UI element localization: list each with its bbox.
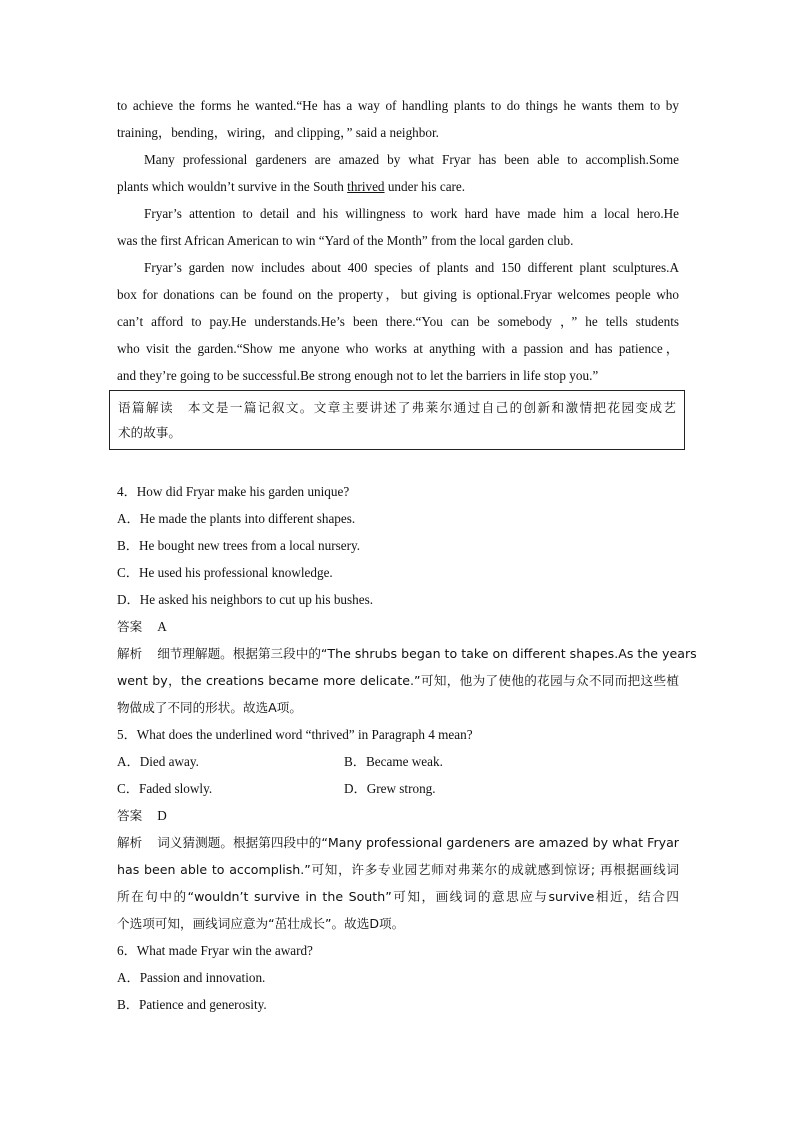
question-6 — [117, 937, 679, 1018]
analysis-box — [109, 390, 685, 450]
option-d: D．He asked his neighbors to cut up his bushes. — [117, 592, 374, 607]
explanation-label: 解析 — [117, 646, 143, 661]
explanation-label: 解析 — [117, 835, 143, 850]
answer-value: D — [157, 808, 167, 823]
answer-value: A — [157, 619, 167, 634]
option-b: B．Became weak. — [344, 754, 443, 769]
document-page — [117, 92, 697, 1018]
analysis-line: 语篇解读 本文是一篇记叙文。文章主要讲述了弗莱尔通过自己的创新和激情把花园变成艺 — [118, 400, 676, 415]
option-a: A．Passion and innovation. — [117, 970, 266, 985]
passage-line: can’t afford to pay.He understands.He’s been there.“You can be somebody ，” he tells students — [117, 314, 679, 329]
passage-line — [117, 173, 679, 200]
explanation-line: 物做成了不同的形状。故选A项。 — [117, 700, 302, 715]
passage-line: box for donations can be found on the property，but giving is optional.Fryar welcomes people who — [117, 287, 679, 302]
explanation-line: went by，the creations became more delicate.”可知，他为了使他的花园与众不同而把这些植 — [117, 673, 679, 688]
explanation-line: 个选项可知，画线词应意为“茁壮成长”。故选D项。 — [117, 916, 405, 931]
answer-line — [117, 802, 679, 829]
passage-line: who visit the garden.“Show me anyone who works at anything with a passion and has patience， — [117, 341, 679, 356]
passage-line: Many professional gardeners are amazed by what Fryar has been able to accomplish.Some — [144, 152, 679, 167]
option-row — [117, 748, 679, 775]
question-stem: 4．How did Fryar make his garden unique? — [117, 484, 350, 499]
explanation-text: 词义猜测题。根据第四段中的“Many professional gardeners are amazed by what Fryar — [157, 835, 679, 850]
option-b: B．He bought new trees from a local nursery. — [117, 538, 361, 553]
question-stem: 5．What does the underlined word “thrived” in Paragraph 4 mean? — [117, 727, 473, 742]
underlined-word: thrived — [347, 179, 385, 194]
explanation-text: 细节理解题。根据第三段中的“The shrubs began to take on different shapes.As the years — [157, 646, 697, 661]
passage-line: and they’re going to be successful.Be strong enough not to let the barriers in life stop you.” — [117, 368, 599, 383]
explanation-line — [117, 829, 679, 856]
answer-line — [117, 613, 679, 640]
option-c: C．Faded slowly. — [117, 781, 213, 796]
question-stem: 6．What made Fryar win the award? — [117, 943, 313, 958]
explanation-line: has been able to accomplish.”可知，许多专业园艺师对弗莱尔的成就感到惊讶; 再根据画线词 — [117, 862, 679, 877]
option-b: B．Patience and generosity. — [117, 997, 267, 1012]
option-row — [117, 775, 679, 802]
option-c: C．He used his professional knowledge. — [117, 565, 333, 580]
answer-label: 答案 — [117, 619, 143, 634]
passage-line: was the first African American to win “Yard of the Month” from the local garden club. — [117, 233, 574, 248]
answer-label: 答案 — [117, 808, 143, 823]
passage-text: plants which wouldn’t survive in the South — [117, 179, 348, 194]
question-5 — [117, 721, 679, 937]
passage-line: Fryar’s attention to detail and his willingness to work hard have made him a local hero.He — [144, 206, 679, 221]
passage-line: to achieve the forms he wanted.“He has a way of handling plants to do things he wants them to by — [117, 98, 679, 113]
passage-text: under his care. — [384, 179, 466, 194]
option-a: A．Died away. — [117, 754, 199, 769]
passage-line: Fryar’s garden now includes about 400 species of plants and 150 different plant sculptures.A — [144, 260, 679, 275]
option-a: A．He made the plants into different shapes. — [117, 511, 356, 526]
explanation-line: 所在句中的“wouldn’t survive in the South”可知，画线词的意思应与survive相近，结合四 — [117, 889, 679, 904]
question-4 — [117, 478, 697, 721]
option-d: D．Grew strong. — [344, 781, 436, 796]
passage-line: training，bending，wiring，and clipping，” said a neighbor. — [117, 125, 439, 140]
explanation-line — [117, 640, 697, 667]
passage — [117, 92, 679, 389]
analysis-line: 术的故事。 — [118, 425, 181, 440]
